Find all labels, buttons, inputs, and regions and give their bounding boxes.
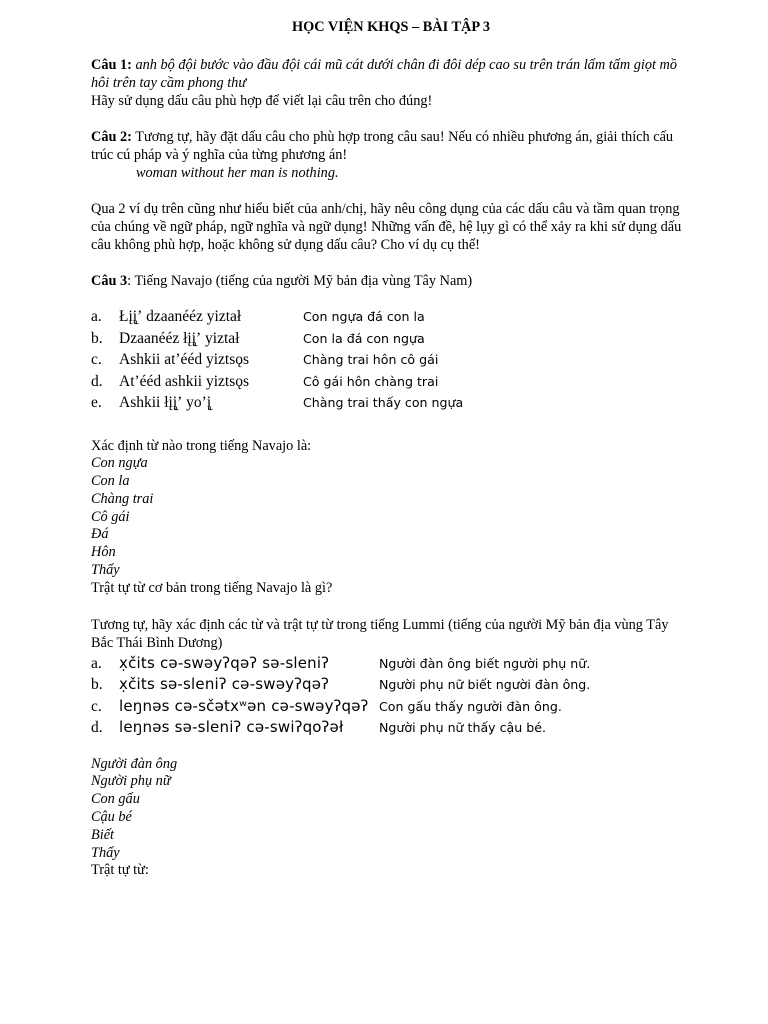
- question-2: [91, 128, 691, 164]
- navajo-sentence: Dzaanééz łįį̨ʼ yiztał: [119, 329, 240, 347]
- navajo-examples: [91, 308, 691, 416]
- word-item: Cô gái: [91, 508, 130, 525]
- example-letter: b.: [91, 329, 103, 347]
- lummi-sentence: x̣čits cə-swəyʔqəʔ sə-sleniʔ: [119, 653, 330, 672]
- word-item: Con ngựa: [91, 455, 148, 472]
- example-letter: b.: [91, 676, 103, 694]
- lummi-example-row: [91, 654, 691, 676]
- document-page: [91, 18, 691, 880]
- question-1-sentence: anh bộ đội bước vào đầu đội cái mũ cát dưới chân đi đôi dép cao su trên trán lấm tấm giọt mồ hôi trên tay cầm phong thư: [91, 57, 678, 91]
- lummi-examples: [91, 654, 691, 740]
- question-3-label: Câu 3: [91, 273, 128, 289]
- lummi-example-row: [91, 718, 691, 740]
- lummi-sentence: leŋnəs cə-sčətxʷən cə-swəyʔqəʔ: [119, 696, 369, 715]
- navajo-example-row: [91, 351, 691, 373]
- example-letter: c.: [91, 697, 102, 715]
- word-item: Người đàn ông: [91, 755, 178, 772]
- lummi-intro: Tương tự, hãy xác định các từ và trật tự từ trong tiếng Lummi (tiếng của người Mỹ bản địa vùng Tây Bắc Thái Bình Dương): [91, 616, 669, 651]
- word-item: Người phụ nữ: [91, 773, 171, 790]
- question-3: [91, 272, 691, 290]
- question-1-label: Câu 1:: [91, 57, 132, 73]
- vietnamese-gloss: Con la đá con ngựa: [303, 330, 425, 346]
- vietnamese-gloss: Chàng trai thấy con ngựa: [303, 395, 464, 410]
- example-letter: d.: [91, 719, 103, 737]
- example-letter: a.: [91, 308, 102, 325]
- lummi-order-label: Trật tự từ:: [91, 862, 149, 879]
- vietnamese-gloss: Người phụ nữ biết người đàn ông.: [379, 677, 591, 693]
- word-item: Cậu bé: [91, 809, 132, 826]
- vietnamese-gloss: Chàng trai hôn cô gái: [303, 352, 439, 367]
- question-3-heading: : Tiếng Navajo (tiếng của người Mỹ bản địa vùng Tây Nam): [127, 273, 473, 289]
- navajo-word-list: [91, 438, 691, 598]
- navajo-order-question: Trật tự từ cơ bản trong tiếng Navajo là gì?: [91, 579, 333, 596]
- example-letter: e.: [91, 394, 102, 411]
- navajo-sentence: Łįį̨ʼ dzaanééz yiztał: [119, 308, 242, 325]
- navajo-example-row: [91, 394, 691, 416]
- word-item: Thấy: [91, 562, 120, 579]
- navajo-example-row: [91, 373, 691, 395]
- vietnamese-gloss: Người đàn ông biết người phụ nữ.: [379, 655, 591, 671]
- word-item: Biết: [91, 826, 115, 843]
- word-item: Con la: [91, 473, 130, 490]
- lummi-sentence: x̣čits sə-sleniʔ cə-swəyʔqəʔ: [119, 675, 330, 694]
- vietnamese-gloss: Cô gái hôn chàng trai: [303, 373, 439, 389]
- lummi-sentence: leŋnəs sə-sleniʔ cə-swiʔqoʔəł: [119, 718, 344, 737]
- navajo-sentence: Ashkii łįį̨ʼ yoʼį̨: [119, 394, 212, 411]
- word-item: Thấy: [91, 844, 120, 861]
- word-item: Con gấu: [91, 791, 140, 808]
- lummi-example-row: [91, 697, 691, 719]
- example-letter: a.: [91, 654, 102, 672]
- navajo-sentence: Atʼééd ashkii yiztsǫs: [119, 372, 250, 390]
- navajo-example-row: [91, 330, 691, 352]
- discussion-paragraph: Qua 2 ví dụ trên cũng như hiểu biết của anh/chị, hãy nêu công dụng của các dấu câu và tầm quan trọng của chúng về ngữ pháp, ngữ nghĩa và ngữ dụng! Những vấn đề, hệ lụy gì có thể xảy ra khi sử dụng dấu câu không phù hợp, hoặc không sử dụng dấu câu? Cho ví dụ cụ thể!: [91, 201, 682, 253]
- word-item: Đá: [91, 526, 109, 543]
- vietnamese-gloss: Con ngựa đá con la: [303, 309, 425, 324]
- vietnamese-gloss: Con gấu thấy người đàn ông.: [379, 698, 562, 714]
- lummi-word-list: [91, 756, 691, 881]
- question-2-text: Tương tự, hãy đặt dấu câu cho phù hợp trong câu sau! Nếu có nhiều phương án, giải thích cấu trúc cú pháp và ý nghĩa của từng phương án!: [91, 129, 674, 163]
- question-2-label: Câu 2:: [91, 129, 132, 145]
- example-letter: c.: [91, 351, 102, 368]
- navajo-example-row: [91, 308, 691, 330]
- word-item: Chàng trai: [91, 490, 154, 507]
- navajo-prompt: Xác định từ nào trong tiếng Navajo là:: [91, 437, 312, 454]
- question-1: [91, 56, 691, 92]
- question-1-instruction: Hãy sử dụng dấu câu phù hợp để viết lại câu trên cho đúng!: [91, 93, 433, 109]
- question-2-example: woman without her man is nothing.: [136, 165, 339, 181]
- lummi-example-row: [91, 675, 691, 697]
- vietnamese-gloss: Người phụ nữ thấy cậu bé.: [379, 720, 546, 736]
- word-item: Hôn: [91, 544, 116, 561]
- page-title: HỌC VIỆN KHQS – BÀI TẬP 3: [291, 19, 491, 35]
- example-letter: d.: [91, 372, 103, 390]
- navajo-sentence: Ashkii atʼééd yiztsǫs: [119, 351, 250, 368]
